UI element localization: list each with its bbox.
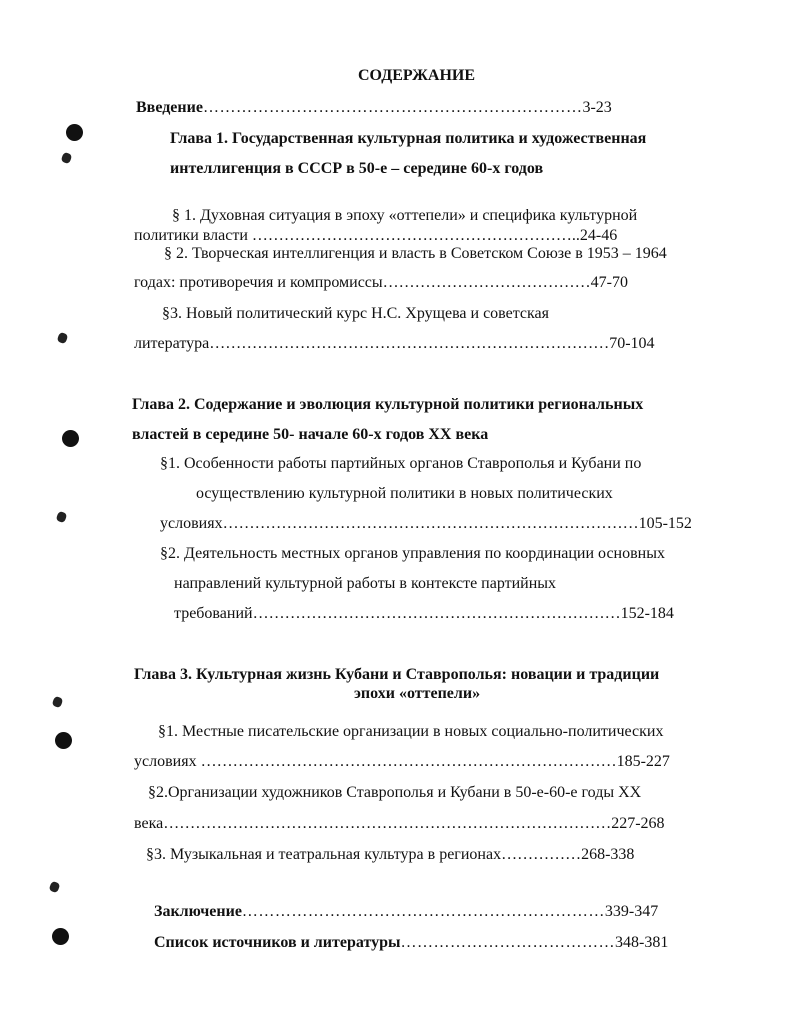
toc-sources-label: Список источников и литературы xyxy=(154,934,401,951)
punch-hole xyxy=(62,430,79,447)
speck xyxy=(56,511,68,523)
toc-conclusion-label: Заключение xyxy=(154,903,242,920)
speck xyxy=(52,696,64,708)
toc-conclusion-pages: 339-347 xyxy=(604,903,659,920)
chapter2-title-line1: Глава 2. Содержание и эволюция культурной политики региональных xyxy=(132,396,644,413)
speck xyxy=(61,152,73,164)
chapter2-section2-line3: требований……………………………………………………………152-184 xyxy=(174,605,674,622)
speck xyxy=(57,332,69,344)
chapter1-section3-line1: §3. Новый политический курс Н.С. Хрущева и советская xyxy=(162,305,550,322)
toc-conclusion-dots: ………………………………………………………… xyxy=(241,903,605,920)
punch-hole xyxy=(66,124,83,141)
chapter2-section1-line3: условиях……………………………………………………………………105-152 xyxy=(160,515,692,532)
chapter2-section1-line2: осуществлению культурной политики в новых политических xyxy=(196,485,613,502)
toc-intro-pages: 3-23 xyxy=(582,99,612,116)
chapter3-section2-line1: §2.Организации художников Ставрополья и Кубани в 50-е-60-е годы XX xyxy=(148,784,642,801)
chapter3-title-line2: эпохи «оттепели» xyxy=(354,685,481,702)
punch-hole xyxy=(52,928,69,945)
toc-intro-label: Введение xyxy=(136,99,203,116)
chapter3-section1-line1: §1. Местные писательские организации в новых социально-политических xyxy=(158,723,664,740)
chapter1-section3-line2: литература…………………………………………………………………70-104 xyxy=(134,335,655,352)
speck xyxy=(49,881,61,893)
chapter2-section2-line1: §2. Деятельность местных органов управления по координации основных xyxy=(160,545,665,562)
toc-sources xyxy=(154,933,668,953)
toc-intro-dots: …………………………………………………………… xyxy=(202,99,583,116)
toc-conclusion xyxy=(154,902,658,922)
toc-intro xyxy=(136,98,612,118)
chapter3-section1-line2: условиях ……………………………………………………………………185-227 xyxy=(134,753,670,770)
chapter1-section1-line1: § 1. Духовная ситуация в эпоху «оттепели» и специфика культурной xyxy=(172,207,638,224)
toc-sources-pages: 348-381 xyxy=(614,934,669,951)
chapter1-section2-line2: годах: противоречия и компромиссы…………………………………47-70 xyxy=(134,274,628,291)
page-title: СОДЕРЖАНИЕ xyxy=(358,67,476,84)
chapter2-section2-line2: направлений культурной работы в контексте партийных xyxy=(174,575,557,592)
chapter1-title-line2: интеллигенция в СССР в 50-е – середине 60-х годов xyxy=(170,160,544,177)
chapter1-section1-line2: политики власти ……………………………………………………..24-46 xyxy=(134,227,618,244)
toc-sources-dots: ………………………………… xyxy=(400,934,615,951)
chapter3-section2-line2: века…………………………………………………………………………227-268 xyxy=(134,815,665,832)
punch-hole xyxy=(55,732,72,749)
chapter1-section2-line1: § 2. Творческая интеллигенция и власть в Советском Союзе в 1953 – 1964 xyxy=(164,245,667,262)
chapter1-title-line1: Глава 1. Государственная культурная политика и художественная xyxy=(170,130,647,147)
chapter3-section3-line1: §3. Музыкальная и театральная культура в регионах……………268-338 xyxy=(146,846,635,863)
chapter3-title-line1: Глава 3. Культурная жизнь Кубани и Ставрополья: новации и традиции xyxy=(134,666,660,683)
chapter2-title-line2: властей в середине 50- начале 60-х годов XX века xyxy=(132,426,489,443)
chapter2-section1-line1: §1. Особенности работы партийных органов Ставрополья и Кубани по xyxy=(160,455,642,472)
